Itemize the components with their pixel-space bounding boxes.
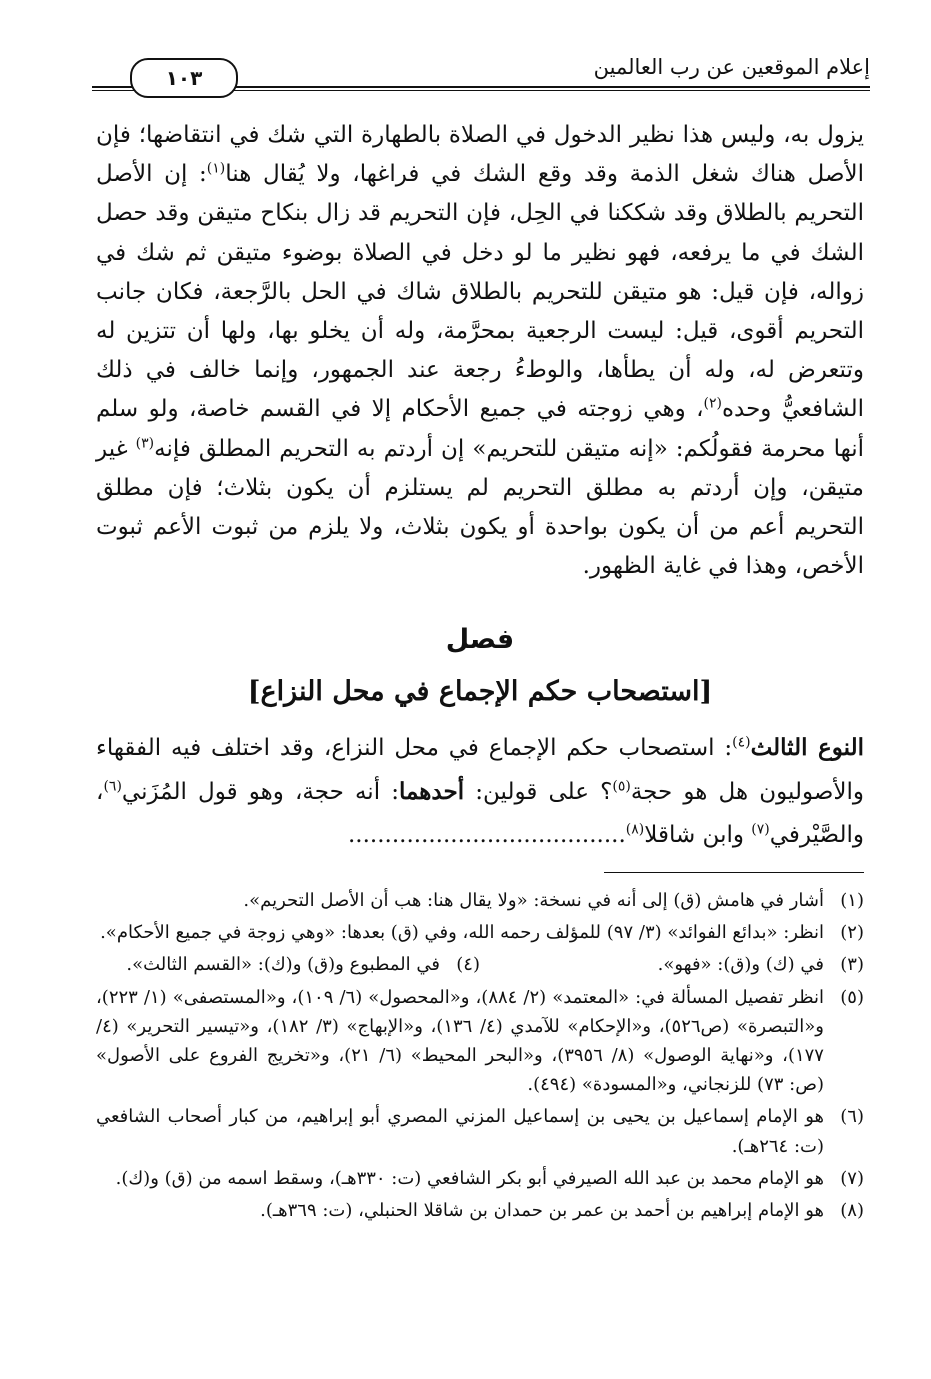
footnote-separator xyxy=(604,872,864,873)
footnote-ref-1[interactable]: (١) xyxy=(206,160,226,177)
footnote-number: (٦) xyxy=(840,1106,864,1128)
paragraph-text: ؟ على قولين: xyxy=(464,779,613,805)
footnote-number: (٨) xyxy=(840,1200,864,1222)
footnote-pair xyxy=(96,950,864,979)
section-subheading: [استصحاب حكم الإجماع في محل النزاع] xyxy=(247,676,713,707)
page-number: ١٠٣ xyxy=(130,58,238,98)
footnote-ref-8[interactable]: (٨) xyxy=(625,821,645,838)
footnote-number: (٢) xyxy=(840,922,864,944)
continuation-dots: ...................................... xyxy=(347,822,626,848)
paragraph-text: : أنه حجة، وهو قول المُزَني xyxy=(121,779,399,805)
footnote-ref-6[interactable]: (٦) xyxy=(103,778,122,795)
footnote-number: (١) xyxy=(840,890,864,911)
footnote-item xyxy=(96,983,864,1100)
footnote-number: (٣) xyxy=(840,954,864,976)
footnote-number: (٤) xyxy=(456,954,480,976)
footnote-text: انظر: «بدائع الفوائد» (٣/ ٩٧) للمؤلف رحمه الله، وفي (ق) بعدها: «وهي زوجة في جميع الأحكام». xyxy=(100,922,824,944)
footnote-text: هو الإمام إسماعيل بن يحيى بن إسماعيل المزني المصري أبو إبراهيم، من كبار أصحاب الشافعي (ت: ٢٦٤هـ). xyxy=(96,1106,824,1157)
first-opinion-term: أحدهما xyxy=(399,778,465,805)
paragraph-text: وابن شاقلا xyxy=(644,822,752,848)
footnote-item xyxy=(480,950,864,979)
footnote-item xyxy=(96,1164,864,1193)
running-title: إعلام الموقعين عن رب العالمين xyxy=(593,55,870,79)
footnote-ref-2[interactable]: (٢) xyxy=(703,395,722,412)
footnote-text: هو الإمام إبراهيم بن أحمد بن عمر بن حمدان بن شاقلا الحنبلي، (ت: ٣٦٩هـ). xyxy=(260,1200,824,1222)
paragraph-text: غير متيقن، وإن أردتم به مطلق التحريم لم يستلزم أن يكون بثلاث؛ فإن مطلق التحريم أعم من أن يكون بواحدة أو يكون بثلاث، ولا يلزم من ثبوت الأعم ثبوت الأخص، وهذا في غاية الظهور. xyxy=(96,435,864,580)
footnote-item xyxy=(96,1102,864,1160)
footnote-text: انظر تفصيل المسألة في: «المعتمد» (٢/ ٨٨٤)، و«المحصول» (٦/ ١٠٩)، و«المستصفى» (١/ ٢٢٣)، و«التبصرة» (ص٥٢٦)، و«الإحكام» للآمدي (٤/ ١٣٦)، و«الإبهاج» (٣/ ١٨٢)، و«تيسير التحرير» (٤/ ١٧٧)، و«نهاية الوصول» (٨/ ٣٩٥٦)، و«البحر المحيط» (٦/ ٢١)، و«تخريج الفروع على الأصول» (ص: ٧٣) للزنجاني، و«المسودة» (٤٩٤). xyxy=(96,986,824,1096)
paragraph-text: ، والصَّيْرفي xyxy=(96,779,864,848)
footnote-item xyxy=(96,918,864,947)
paragraph-text: ، وهي زوجته في جميع الأحكام إلا في القسم خاصة، ولو سلم أنها محرمة فقولُكم: «إنه متيقن للتحريم» إن أردتم به التحريم المطلق فإنه xyxy=(96,396,864,462)
footnote-text: أشار في هامش (ق) إلى أنه في نسخة: «ولا يقال هنا: هب أن الأصل التحريم». xyxy=(243,890,824,911)
section-heading: فصل xyxy=(445,624,515,655)
paragraph-text: يزول به، وليس هذا نظير الدخول في الصلاة بالطهارة التي شك في انتقاضها؛ فإن الأصل هناك شغل الذمة وقد وقع الشك في فراغها، ولا يُقال هنا xyxy=(96,122,864,188)
footnote-text: هو الإمام محمد بن عبد الله الصيرفي أبو بكر الشافعي (ت: ٣٣٠هـ)، وسقط اسمه من (ق) و(ك). xyxy=(115,1167,824,1189)
second-paragraph xyxy=(96,726,864,857)
footnote-ref-3[interactable]: (٣) xyxy=(135,434,155,451)
main-paragraph xyxy=(96,116,864,586)
footnote-item xyxy=(96,1196,864,1225)
footnote-ref-4[interactable]: (٤) xyxy=(732,734,751,751)
paragraph-text: : إن الأصل التحريم بالطلاق وقد شككنا في الحِل، فإن التحريم قد زال بنكاح متيقن وقد حصل الشك في ما يرفعه، فهو نظير ما لو دخل في الصلاة بوضوء متيقن ثم شك في زواله، فإن قيل: هو متيقن للتحريم بالطلاق شاك في الحل بالرَّجعة، فكان جانب التحريم أقوى، قيل: ليست الرجعية بمحرَّمة، وله أن يخلو بها، ولها أن تتزين له وتتعرض له، وله أن يطأها، والوطءُ رجعة عند الجمهور، وإنما خالف في ذلك الشافعيُّ وحده xyxy=(96,161,864,423)
footnote-text: في (ك) و(ق): «فهو». xyxy=(657,954,824,976)
footnotes xyxy=(96,886,864,1228)
footnote-ref-5[interactable]: (٥) xyxy=(612,778,631,795)
footnote-text: في المطبوع و(ق) و(ك): «القسم الثالث». xyxy=(126,954,440,976)
footnote-number: (٧) xyxy=(840,1167,864,1189)
footnote-item xyxy=(96,950,480,979)
paragraph-text: : استصحاب حكم الإجماع في محل النزاع، وقد اختلف فيه الفقهاء والأصوليون هل هو حجة xyxy=(96,735,864,805)
footnote-number: (٥) xyxy=(840,986,864,1008)
lead-term: النوع الثالث xyxy=(750,734,865,761)
page-header xyxy=(92,44,870,100)
footnote-ref-7[interactable]: (٧) xyxy=(751,821,770,838)
footnote-item xyxy=(96,886,864,915)
